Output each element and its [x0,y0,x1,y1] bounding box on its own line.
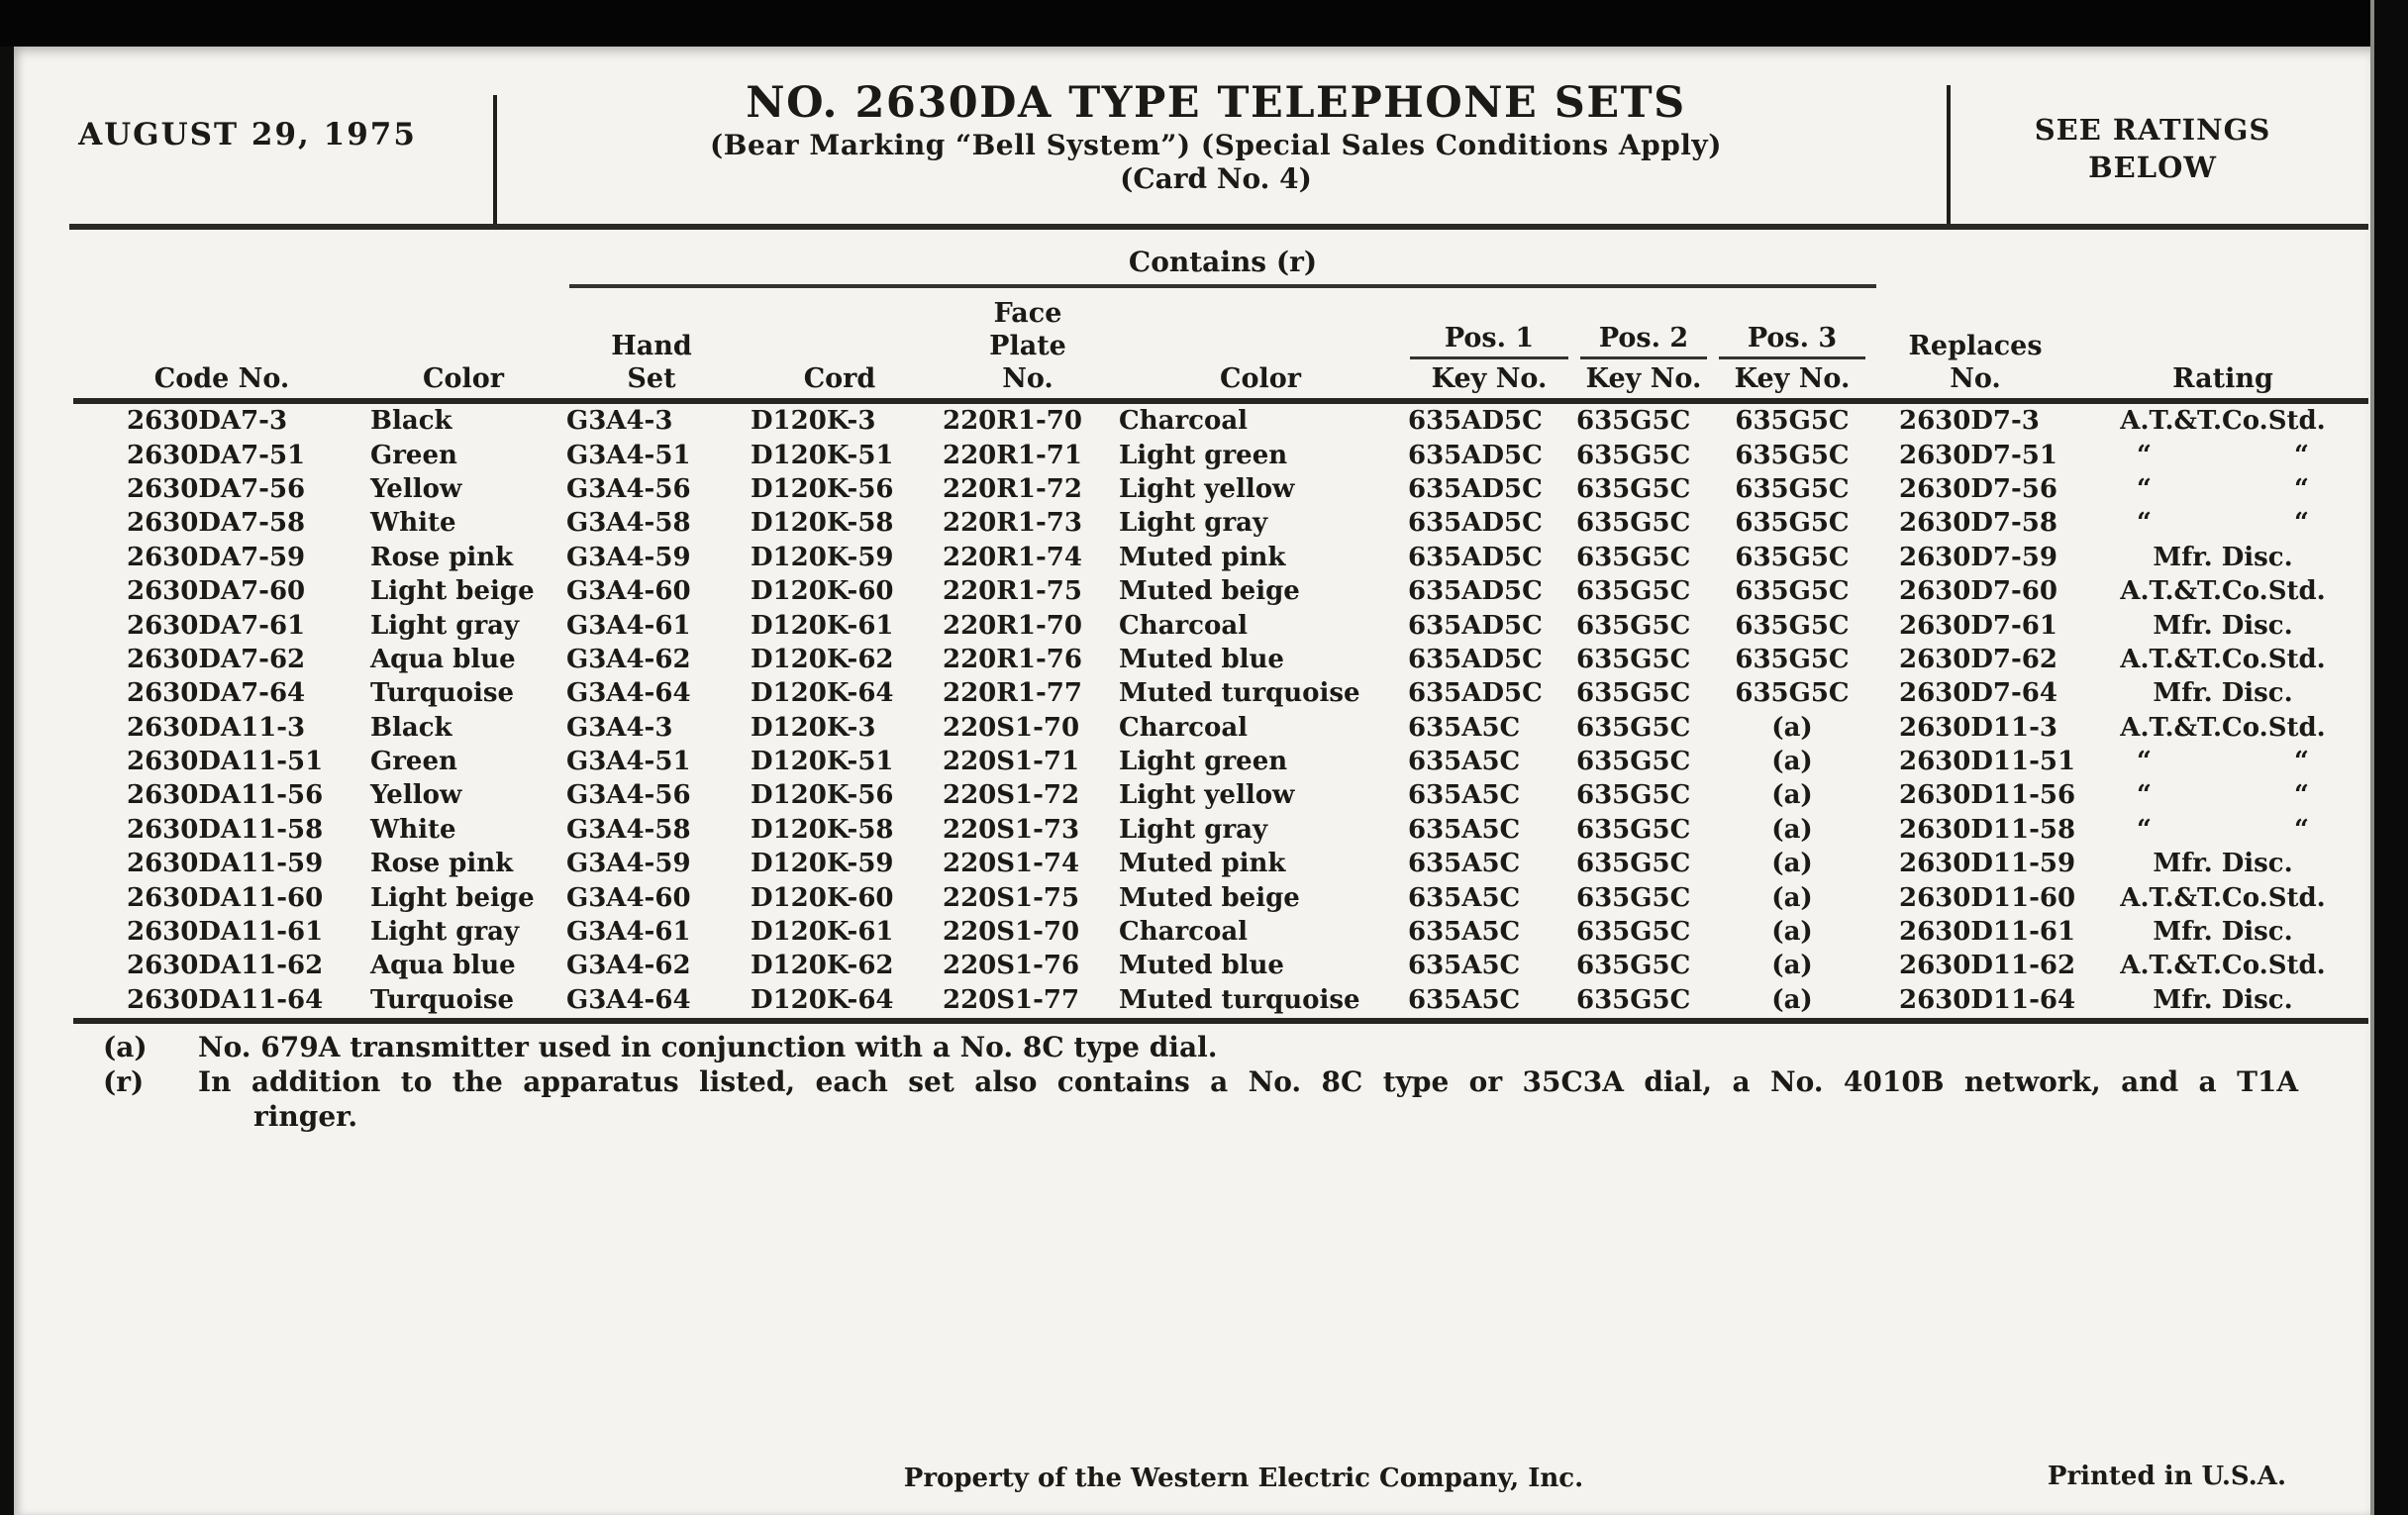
ditto-mark: “ [2294,508,2309,539]
cell-face_color: Charcoal [1119,917,1249,948]
cell-color: Light gray [370,917,520,948]
cell-pos1: 635AD5C [1408,473,1543,504]
cell-rating [2079,441,2366,470]
cell-face_color: Muted beige [1119,882,1300,913]
cell-code: 2630DA11-64 [127,984,324,1015]
pos2-underline [1580,356,1707,359]
cell-handset: G3A4-58 [566,508,691,539]
pos1-underline [1410,356,1568,359]
cell-color: White [370,508,456,539]
cell-pos3: 635G5C [1735,576,1850,607]
cell-pos3: (a) [1771,984,1813,1015]
cell-rating: A.T.&T.Co.Std. [2120,576,2326,607]
footnote [103,1030,2386,1064]
cell-cord: D120K-51 [751,440,894,470]
cell-rating [2079,508,2366,538]
table-row [79,404,2366,438]
cell-code: 2630DA7-60 [127,576,306,607]
cell-faceplate: 220R1-76 [943,644,1082,674]
cell-color: Light beige [370,576,535,607]
cell-pos1: 635AD5C [1408,678,1543,709]
col-header-rating: Rating [2172,363,2273,394]
table-row [79,983,2366,1017]
cell-replaces: 2630D11-58 [1899,814,2076,845]
ditto-marks [2079,508,2366,538]
cell-replaces: 2630D7-61 [1899,610,2057,641]
cell-pos2: 635G5C [1576,406,1691,437]
cell-code: 2630DA11-3 [127,712,306,743]
table-body [79,404,2366,1017]
cell-handset: G3A4-51 [566,440,691,470]
cell-faceplate: 220R1-72 [943,473,1082,504]
footnotes [103,1030,2386,1134]
col-header-color: Color [423,363,504,394]
cell-pos1: 635AD5C [1408,542,1543,572]
ditto-mark: “ [2294,473,2309,504]
cell-replaces: 2630D7-64 [1899,678,2057,709]
cell-code: 2630DA11-60 [127,882,324,913]
cell-code: 2630DA7-59 [127,542,306,572]
cell-pos2: 635G5C [1576,610,1691,641]
cell-pos3: 635G5C [1735,473,1850,504]
cell-rating: A.T.&T.Co.Std. [2120,406,2326,437]
cell-code: 2630DA7-58 [127,508,306,539]
cell-pos1: 635AD5C [1408,440,1543,470]
cell-handset: G3A4-3 [566,712,673,743]
ditto-mark: “ [2294,780,2309,811]
cell-replaces: 2630D7-56 [1899,473,2057,504]
ditto-marks [2079,815,2366,845]
cell-pos3: 635G5C [1735,406,1850,437]
cell-pos3: (a) [1771,951,1813,981]
cell-pos2: 635G5C [1576,984,1691,1015]
cell-color: Yellow [370,473,462,504]
cell-code: 2630DA11-51 [127,747,324,777]
cell-rating: Mfr. Disc. [2153,678,2293,709]
cell-cord: D120K-61 [751,610,894,641]
cell-faceplate: 220S1-71 [943,747,1080,777]
footnote-line: ringer. [253,1100,358,1133]
cell-faceplate: 220S1-73 [943,814,1080,845]
cell-pos2: 635G5C [1576,951,1691,981]
page-title: NO. 2630DA TYPE TELEPHONE SETS [746,78,1686,128]
cell-pos1: 635AD5C [1408,644,1543,674]
cell-pos1: 635A5C [1408,951,1521,981]
pos3-underline [1719,356,1865,359]
cell-face_color: Light yellow [1119,473,1295,504]
cell-pos2: 635G5C [1576,814,1691,845]
table-row [79,438,2366,471]
cell-handset: G3A4-58 [566,814,691,845]
cell-face_color: Light green [1119,440,1288,470]
cell-color: Turquoise [370,678,515,709]
footnote-line: In addition to the apparatus listed, each set also contains a No. 8C type or 35C3A dial, a No. 4010B network, and a T1A [198,1065,2299,1098]
cell-color: Green [370,747,457,777]
cell-pos1: 635A5C [1408,849,1521,879]
ditto-marks [2079,441,2366,470]
cell-cord: D120K-56 [751,780,894,811]
cell-handset: G3A4-56 [566,473,691,504]
cell-color: Rose pink [370,849,514,879]
cell-faceplate: 220R1-75 [943,576,1082,607]
table-row [79,711,2366,745]
cell-color: Yellow [370,780,462,811]
cell-pos1: 635A5C [1408,814,1521,845]
ditto-mark: “ [2137,508,2152,539]
footer-printed-line: Printed in U.S.A. [2047,1462,2286,1491]
cell-cord: D120K-61 [751,917,894,948]
col-header-pos1: Pos. 1 Key No. [1404,241,1574,398]
cell-pos3: 635G5C [1735,440,1850,470]
page-subtitle: (Bear Marking “Bell System”) (Special Sales Conditions Apply) [710,129,1722,161]
cell-handset: G3A4-61 [566,917,691,948]
col-header-handset: Hand Set [611,331,692,394]
cell-handset: G3A4-51 [566,747,691,777]
cell-code: 2630DA11-56 [127,780,324,811]
cell-pos1: 635A5C [1408,712,1521,743]
header-rule [69,224,2368,230]
cell-face_color: Muted turquoise [1119,678,1360,709]
cell-pos2: 635G5C [1576,678,1691,709]
table-row [79,745,2366,778]
cell-pos2: 635G5C [1576,644,1691,674]
cell-pos3: (a) [1771,780,1813,811]
cell-cord: D120K-59 [751,849,894,879]
table-row [79,915,2366,949]
table-row [79,676,2366,710]
ratings-note-line2: BELOW [2088,151,2217,184]
cell-face_color: Light gray [1119,814,1268,845]
cell-pos1: 635A5C [1408,780,1521,811]
cell-code: 2630DA7-51 [127,440,306,470]
table-bottom-rule [73,1018,2368,1024]
cell-code: 2630DA7-64 [127,678,306,709]
cell-rating: A.T.&T.Co.Std. [2120,712,2326,743]
cell-face_color: Charcoal [1119,610,1249,641]
table-row [79,472,2366,506]
cell-pos3: 635G5C [1735,610,1850,641]
cell-cord: D120K-60 [751,882,894,913]
cell-pos3: 635G5C [1735,508,1850,539]
table-row [79,506,2366,540]
cell-face_color: Light gray [1119,508,1268,539]
cell-pos3: (a) [1771,849,1813,879]
col-header-code: Code No. [153,363,290,394]
cell-replaces: 2630D11-62 [1899,951,2076,981]
cell-code: 2630DA7-62 [127,644,306,674]
cell-code: 2630DA11-62 [127,951,324,981]
cell-replaces: 2630D11-51 [1899,747,2076,777]
cell-faceplate: 220R1-77 [943,678,1082,709]
cell-handset: G3A4-64 [566,678,691,709]
cell-face_color: Light green [1119,747,1288,777]
cell-rating: A.T.&T.Co.Std. [2120,951,2326,981]
cell-pos1: 635AD5C [1408,610,1543,641]
cell-face_color: Muted pink [1119,542,1286,572]
ditto-mark: “ [2294,440,2309,470]
ditto-mark: “ [2294,747,2309,777]
cell-cord: D120K-64 [751,984,894,1015]
cell-faceplate: 220R1-73 [943,508,1082,539]
cell-pos2: 635G5C [1576,849,1691,879]
scan-right-edge [2370,0,2408,1515]
cell-faceplate: 220R1-70 [943,610,1082,641]
cell-replaces: 2630D7-62 [1899,644,2057,674]
cell-rating: Mfr. Disc. [2153,542,2293,572]
cell-pos1: 635A5C [1408,747,1521,777]
ditto-marks [2079,474,2366,504]
cell-rating [2079,747,2366,776]
cell-replaces: 2630D11-60 [1899,882,2076,913]
cell-face_color: Muted blue [1119,644,1284,674]
cell-color: Light gray [370,610,520,641]
cell-replaces: 2630D11-61 [1899,917,2076,948]
card-number: (Card No. 4) [1120,162,1312,195]
table-row [79,880,2366,914]
table-row [79,574,2366,608]
cell-pos2: 635G5C [1576,712,1691,743]
issue-date: AUGUST 29, 1975 [78,117,417,152]
cell-replaces: 2630D7-58 [1899,508,2057,539]
ditto-marks [2079,780,2366,810]
cell-rating [2079,474,2366,504]
cell-pos3: 635G5C [1735,542,1850,572]
cell-face_color: Charcoal [1119,712,1249,743]
cell-pos3: (a) [1771,747,1813,777]
cell-handset: G3A4-59 [566,542,691,572]
cell-faceplate: 220S1-74 [943,849,1080,879]
cell-replaces: 2630D7-51 [1899,440,2057,470]
cell-code: 2630DA11-58 [127,814,324,845]
table-header-row [79,244,2366,398]
cell-code: 2630DA11-61 [127,917,324,948]
cell-color: Light beige [370,882,535,913]
cell-pos1: 635A5C [1408,917,1521,948]
cell-replaces: 2630D7-3 [1899,406,2040,437]
table-row [79,541,2366,574]
cell-color: Green [370,440,457,470]
cell-replaces: 2630D7-60 [1899,576,2057,607]
footnote-text [198,1064,2386,1134]
cell-cord: D120K-3 [751,406,876,437]
cell-rating: Mfr. Disc. [2153,610,2293,641]
cell-pos2: 635G5C [1576,440,1691,470]
cell-faceplate: 220R1-71 [943,440,1082,470]
cell-color: Aqua blue [370,951,516,981]
cell-cord: D120K-64 [751,678,894,709]
table-row [79,847,2366,880]
cell-face_color: Light yellow [1119,780,1295,811]
cell-cord: D120K-60 [751,576,894,607]
cell-pos2: 635G5C [1576,780,1691,811]
ditto-mark: “ [2137,814,2152,845]
ditto-mark: “ [2137,780,2152,811]
cell-cord: D120K-58 [751,814,894,845]
table-row [79,643,2366,676]
col-header-pos2: Pos. 2 Key No. [1574,241,1713,398]
cell-pos2: 635G5C [1576,473,1691,504]
cell-faceplate: 220S1-76 [943,951,1080,981]
cell-pos2: 635G5C [1576,917,1691,948]
cell-rating [2079,780,2366,810]
cell-pos2: 635G5C [1576,542,1691,572]
contains-label: Contains (r) [1128,246,1318,278]
cell-pos1: 635AD5C [1408,508,1543,539]
cell-rating: Mfr. Disc. [2153,984,2293,1015]
cell-replaces: 2630D11-3 [1899,712,2057,743]
footnote-text [198,1030,2386,1064]
table-row [79,949,2366,982]
cell-cord: D120K-3 [751,712,876,743]
cell-faceplate: 220R1-74 [943,542,1082,572]
cell-face_color: Muted turquoise [1119,984,1360,1015]
cell-color: Black [370,406,452,437]
col-header-faceplate: Face Plate No. [989,298,1066,394]
cell-handset: G3A4-3 [566,406,673,437]
cell-pos1: 635A5C [1408,984,1521,1015]
cell-handset: G3A4-64 [566,984,691,1015]
cell-cord: D120K-58 [751,508,894,539]
ditto-mark: “ [2294,814,2309,845]
ditto-mark: “ [2137,440,2152,470]
cell-pos2: 635G5C [1576,508,1691,539]
cell-pos1: 635AD5C [1408,406,1543,437]
ratings-note-line1: SEE RATINGS [2034,113,2271,147]
cell-faceplate: 220S1-75 [943,882,1080,913]
table-row [79,608,2366,642]
cell-faceplate: 220R1-70 [943,406,1082,437]
cell-faceplate: 220S1-70 [943,712,1080,743]
header-center [495,77,1937,195]
cell-pos1: 635AD5C [1408,576,1543,607]
ditto-mark: “ [2137,473,2152,504]
cell-faceplate: 220S1-77 [943,984,1080,1015]
col-header-faceplate-color: Color [1220,363,1301,394]
cell-handset: G3A4-62 [566,644,691,674]
cell-pos3: (a) [1771,882,1813,913]
table-row [79,778,2366,812]
cell-color: Turquoise [370,984,515,1015]
col-header-replaces: Replaces No. [1908,331,2043,394]
cell-pos1: 635A5C [1408,882,1521,913]
footnote [103,1064,2386,1134]
cell-face_color: Muted beige [1119,576,1300,607]
cell-face_color: Muted blue [1119,951,1284,981]
cell-faceplate: 220S1-72 [943,780,1080,811]
cell-code: 2630DA7-3 [127,406,288,437]
cell-replaces: 2630D7-59 [1899,542,2057,572]
col-header-cord: Cord [803,363,876,394]
cell-replaces: 2630D11-64 [1899,984,2076,1015]
cell-rating: Mfr. Disc. [2153,849,2293,879]
ditto-marks [2079,747,2366,776]
cell-pos2: 635G5C [1576,882,1691,913]
cell-rating: A.T.&T.Co.Std. [2120,882,2326,913]
cell-pos2: 635G5C [1576,747,1691,777]
cell-cord: D120K-51 [751,747,894,777]
cell-rating: Mfr. Disc. [2153,917,2293,948]
cell-handset: G3A4-59 [566,849,691,879]
scan-top-edge [0,0,2408,47]
cell-color: White [370,814,456,845]
cell-color: Black [370,712,452,743]
footer-property-line: Property of the Western Electric Company, Inc. [903,1464,1584,1493]
cell-handset: G3A4-61 [566,610,691,641]
cell-rating [2079,815,2366,845]
cell-face_color: Muted pink [1119,849,1286,879]
cell-cord: D120K-59 [751,542,894,572]
footnote-line: No. 679A transmitter used in conjunction with a No. 8C type dial. [198,1031,1218,1063]
cell-pos3: 635G5C [1735,678,1850,709]
cell-pos2: 635G5C [1576,576,1691,607]
cell-face_color: Charcoal [1119,406,1249,437]
cell-handset: G3A4-60 [566,882,691,913]
cell-cord: D120K-62 [751,951,894,981]
cell-pos3: (a) [1771,917,1813,948]
table-row [79,813,2366,847]
ratings-note [1951,111,2355,186]
cell-replaces: 2630D11-56 [1899,780,2076,811]
footnote-marker: (a) [103,1031,148,1063]
cell-faceplate: 220S1-70 [943,917,1080,948]
cell-rating: A.T.&T.Co.Std. [2120,644,2326,674]
cell-code: 2630DA11-59 [127,849,324,879]
footnote-marker: (r) [103,1065,145,1098]
cell-code: 2630DA7-61 [127,610,306,641]
cell-handset: G3A4-56 [566,780,691,811]
cell-pos3: (a) [1771,814,1813,845]
cell-replaces: 2630D11-59 [1899,849,2076,879]
cell-handset: G3A4-60 [566,576,691,607]
cell-cord: D120K-56 [751,473,894,504]
ditto-mark: “ [2137,747,2152,777]
cell-cord: D120K-62 [751,644,894,674]
scan-left-edge [0,47,14,1515]
cell-color: Aqua blue [370,644,516,674]
cell-color: Rose pink [370,542,514,572]
cell-code: 2630DA7-56 [127,473,306,504]
cell-handset: G3A4-62 [566,951,691,981]
col-header-pos3: Pos. 3 Key No. [1713,241,1871,398]
cell-pos3: 635G5C [1735,644,1850,674]
cell-pos3: (a) [1771,712,1813,743]
